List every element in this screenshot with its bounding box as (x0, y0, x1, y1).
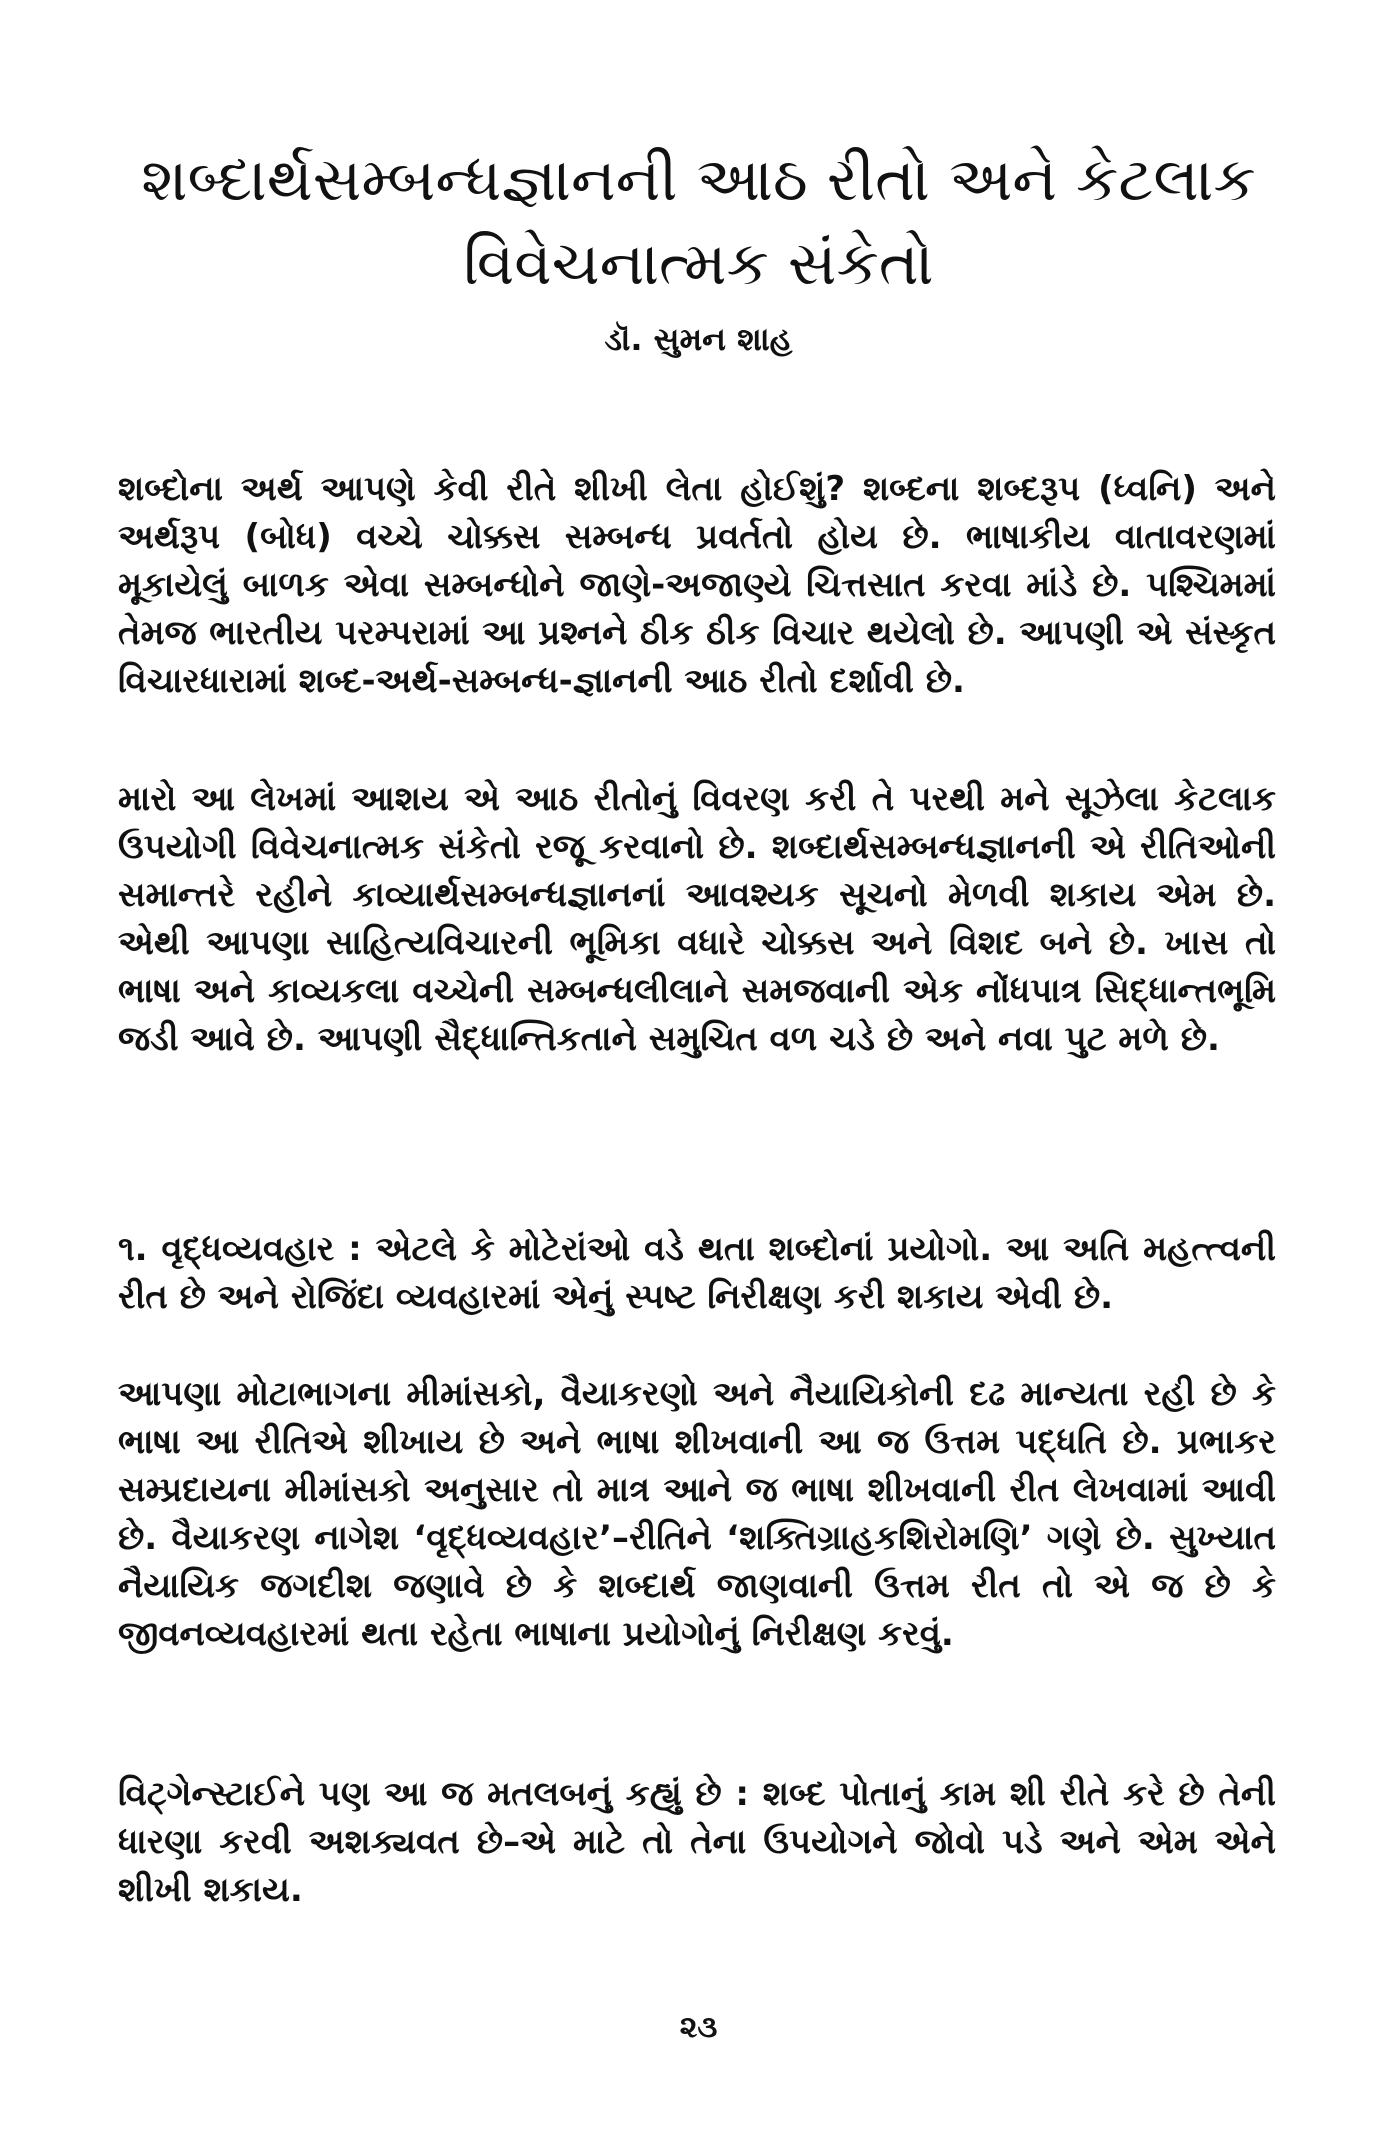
page-number: ૨૩ (679, 2010, 718, 2045)
author-name: ડૉ. સુમન શાહ (604, 320, 793, 358)
section-1-paragraph (118, 1225, 1276, 1321)
paragraph-purpose: મારો આ લેખમાં આશય એ આઠ રીતોનું વિવરણ કરી તે પરથી મને સૂઝેલા કેટલાક ઉપયોગી વિવેચનાત્મક સંકેતો રજૂ કરવાનો છે. શબ્દાર્થસમ્બન્ધજ્ઞાનની એ રીતિઓની સમાન્તરે રહીને કાવ્યાર્થસમ્બન્ધજ્ઞાનનાં આવશ્યક સૂચનો મેળવી શકાય એમ છે. એથી આપણા સાહિત્યવિચારની ભૂમિકા વધારે ચોક્કસ અને વિશદ બને છે. ખાસ તો ભાષા અને કાવ્યકલા વચ્ચેની સમ્બન્ધલીલાને સમજવાની એક નોંધપાત્ર સિદ્ધાન્તભૂમિ જડી આવે છે. આપણી સૈદ્ધાન્તિકતાને સમુચિત વળ ચડે છે અને નવા પુટ મળે છે. (118, 779, 1276, 1059)
paragraph-intro: શબ્દોના અર્થ આપણે કેવી રીતે શીખી લેતા હોઈશું? શબ્દના શબ્દરૂપ (ધ્વનિ) અને અર્થરૂપ (બોધ) વચ્ચે ચોક્કસ સમ્બન્ધ પ્રવર્તતો હોય છે. ભાષાકીય વાતાવરણમાં મૂકાયેલું બાળક એવા સમ્બન્ધોને જાણે-અજાણ્યે ચિત્તસાત કરવા માંડે છે. પશ્ચિમમાં તેમજ ભારતીય પરમ્પરામાં આ પ્રશ્નને ઠીક ઠીક વિચાર થયેલો છે. આપણી એ સંસ્કૃત વિચારધારામાં શબ્દ-અર્થ-સમ્બન્ધ-જ્ઞાનની આઠ રીતો દર્શાવી છે. (118, 469, 1276, 701)
section-1-text: એટલે કે મોટેરાંઓ વડે થતા શબ્દોનાં પ્રયોગો. આ અતિ મહત્ત્વની રીત છે અને રોજિંદા વ્યવહારમાં એનું સ્પષ્ટ નિરીક્ષણ કરી શકાય એવી છે. (118, 1229, 1276, 1317)
section-1-heading: ૧. વૃદ્ધવ્યવહાર : (118, 1229, 362, 1269)
article-title-line-1: શબ્દાર્થસમ્બન્ધજ્ઞાનની આઠ રીતો અને કેટલાક (141, 145, 1256, 215)
paragraph-mimamsakas: આપણા મોટાભાગના મીમાંસકો, વૈયાકરણો અને નૈયાયિકોની દઢ માન્યતા રહી છે કે ભાષા આ રીતિએ શીખાય છે અને ભાષા શીખવાની આ જ ઉત્તમ પદ્ધતિ છે. પ્રભાકર સમ્પ્રદાયના મીમાંસકો અનુસાર તો માત્ર આને જ ભાષા શીખવાની રીત લેખવામાં આવી છે. વૈયાકરણ નાગેશ ‘વૃદ્ધવ્યવહાર’–રીતિને ‘શક્તિગ્રાહકશિરોમણિ’ ગણે છે. સુખ્યાત નૈયાયિક જગદીશ જણાવે છે કે શબ્દાર્થ જાણવાની ઉત્તમ રીત તો એ જ છે કે જીવનવ્યવહારમાં થતા રહેતા ભાષાના પ્રયોગોનું નિરીક્ષણ કરવું. (118, 1374, 1276, 1654)
paragraph-wittgenstein: વિટ્ગેન્સ્ટાઈને પણ આ જ મતલબનું કહ્યું છે : શબ્દ પોતાનું કામ શી રીતે કરે છે તેની ધારણા કરવી અશક્યવત છે–એ માટે તો તેના ઉપયોગને જોવો પડે અને એમ એને શીખી શકાય. (118, 1774, 1276, 1910)
article-title-line-2: વિવેચનાત્મક સંકેતો (463, 229, 934, 299)
